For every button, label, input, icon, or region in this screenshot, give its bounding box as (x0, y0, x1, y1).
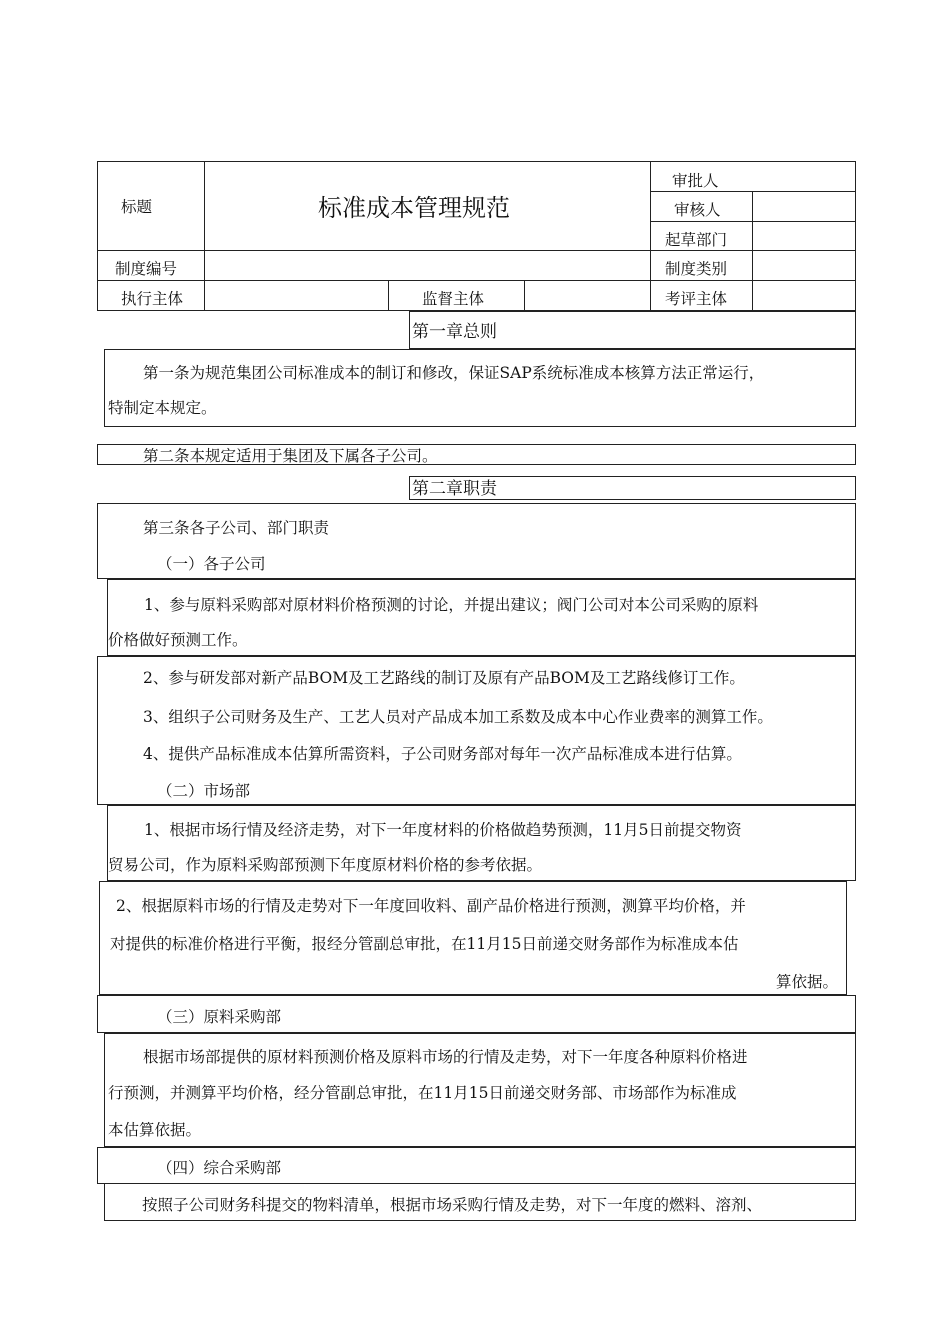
section2-item2-line2: 对提供的标准价格进行平衡，报经分管副总审批，在11月15日前递交财务部作为标准成本估 (110, 935, 739, 953)
section4-heading: （四）综合采购部 (157, 1159, 282, 1177)
article2-box (97, 444, 856, 465)
article1-box (104, 349, 856, 427)
section3-line2: 行预测，并测算平均价格，经分管副总审批，在11月15日前递交财务部、市场部作为标准成 (108, 1084, 737, 1102)
document-title: 标准成本管理规范 (318, 194, 510, 222)
section4-heading-box (97, 1147, 856, 1184)
section3-line1: 根据市场部提供的原材料预测价格及原料市场的行情及走势，对下一年度各种原料价格进 (143, 1048, 748, 1066)
chapter2-heading-box (409, 476, 856, 500)
category-label: 制度类别 (665, 260, 728, 278)
section3-heading-box (97, 995, 856, 1033)
section2-item2-line1: 2、根据原料市场的行情及走势对下一年度回收料、副产品价格进行预测，测算平均价格，并 (116, 897, 746, 915)
section3-line3: 本估算依据。 (108, 1121, 202, 1139)
section1-item3: 3、组织子公司财务及生产、工艺人员对产品成本加工系数及成本中心作业费率的测算工作。 (143, 708, 773, 726)
section1-item2: 2、参与研发部对新产品BOM及工艺路线的制订及原有产品BOM及工艺路线修订工作。 (143, 669, 745, 687)
article3-box (97, 503, 856, 579)
supervisor-label: 监督主体 (422, 290, 485, 308)
section1-item1-line1: 1、参与原料采购部对原材料价格预测的讨论，并提出建议；阀门公司对本公司采购的原料 (144, 596, 759, 614)
chapter1-heading-box (409, 311, 856, 349)
section2-item2-line3: 算依据。 (775, 973, 838, 991)
evaluator-label: 考评主体 (665, 290, 728, 308)
section1-items-box (97, 656, 856, 805)
chapter1-title: 第一章总则 (412, 322, 497, 342)
section1-item1-line2: 价格做好预测工作。 (108, 631, 248, 649)
reviewer-label: 审核人 (674, 201, 721, 219)
section1-heading: （一）各子公司 (157, 555, 266, 573)
section2-heading: （二）市场部 (157, 782, 251, 800)
article1-line1: 第一条为规范集团公司标准成本的制订和修改，保证SAP系统标准成本核算方法正常运行， (143, 364, 765, 382)
section4-line1: 按照子公司财务科提交的物料清单，根据市场采购行情及走势，对下一年度的燃料、溶剂、 (142, 1196, 763, 1214)
section2-item2-box (99, 881, 847, 995)
approver-label: 审批人 (672, 172, 719, 190)
section2-item1-box (107, 805, 856, 881)
article1-line2: 特制定本规定。 (108, 399, 217, 417)
article3-heading: 第三条各子公司、部门职责 (143, 519, 330, 537)
title-label: 标题 (121, 198, 153, 216)
section1-item1-box (107, 579, 856, 656)
section3-body-box (104, 1033, 856, 1147)
executor-label: 执行主体 (121, 290, 184, 308)
section3-heading: （三）原料采购部 (157, 1008, 282, 1026)
section2-item1-line1: 1、根据市场行情及经济走势，对下一年度材料的价格做趋势预测，11月5日前提交物资 (144, 821, 742, 839)
section2-item1-line2: 贸易公司，作为原料采购部预测下年度原材料价格的参考依据。 (108, 856, 543, 874)
section1-item4: 4、提供产品标准成本估算所需资料，子公司财务部对每年一次产品标准成本进行估算。 (143, 745, 742, 763)
drafting-dept-label: 起草部门 (665, 231, 728, 249)
code-label: 制度编号 (115, 260, 178, 278)
article2: 第二条本规定适用于集团及下属各子公司。 (143, 447, 438, 465)
chapter2-title: 第二章职责 (412, 479, 497, 499)
